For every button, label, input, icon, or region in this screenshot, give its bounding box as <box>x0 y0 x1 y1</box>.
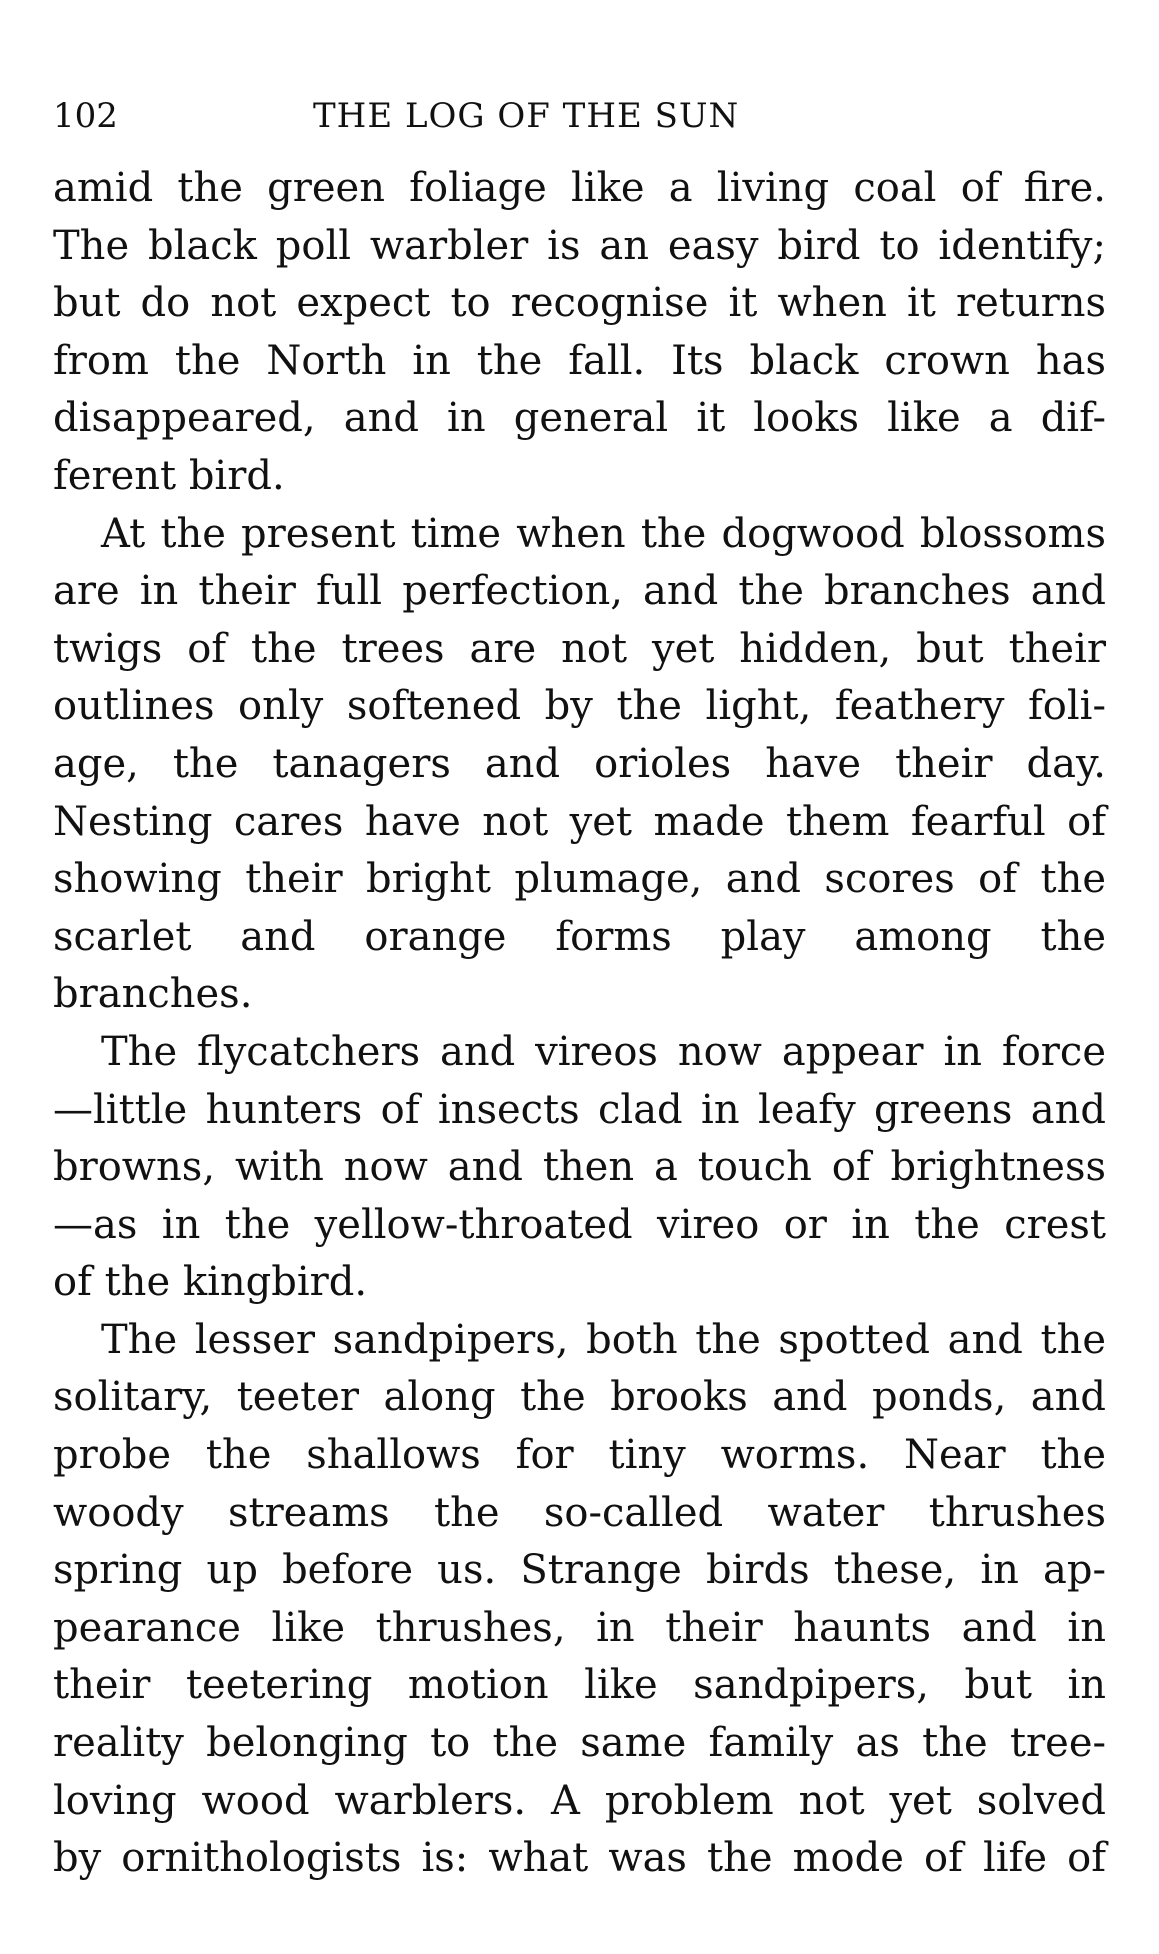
body-text <box>53 160 1106 1888</box>
text-line: The lesser sandpipers, both the spotted and the <box>101 1316 1106 1363</box>
text-line: woody streams the so-called water thrushes <box>53 1489 1106 1536</box>
text-line: showing their bright plumage, and scores of the <box>53 856 1106 903</box>
text-line: amid the green foliage like a living coal of fire. <box>53 165 1106 211</box>
running-title: THE LOG OF THE SUN <box>313 96 740 136</box>
text-line: Nesting cares have not yet made them fearful of <box>53 798 1106 845</box>
text-line: solitary, teeter along the brooks and ponds, and <box>53 1374 1106 1421</box>
text-line: probe the shallows for tiny worms. Near the <box>53 1432 1106 1479</box>
paragraph <box>53 1312 1106 1888</box>
text-line: twigs of the trees are not yet hidden, but their <box>53 625 1106 672</box>
text-line: spring up before us. Strange birds these, in ap- <box>53 1547 1106 1594</box>
text-line: pearance like thrushes, in their haunts and in <box>53 1604 1106 1651</box>
text-line: from the North in the fall. Its black crown has <box>53 337 1106 384</box>
text-line: by ornithologists is: what was the mode of life of <box>53 1835 1106 1882</box>
text-line: scarlet and orange forms play among the <box>53 913 1106 960</box>
text-line: The flycatchers and vireos now appear in force <box>101 1028 1106 1075</box>
page-number: 102 <box>53 96 118 136</box>
text-line: of the kingbird. <box>53 1259 368 1306</box>
page-header <box>53 92 1098 140</box>
text-line: At the present time when the dogwood blossoms <box>101 510 1106 557</box>
text-line: The black poll warbler is an easy bird to identify; <box>53 222 1106 269</box>
paragraph <box>53 506 1106 1024</box>
text-line: their teetering motion like sandpipers, but in <box>53 1662 1106 1709</box>
text-line: outlines only softened by the light, feathery foli- <box>53 683 1106 730</box>
text-line: but do not expect to recognise it when it returns <box>53 280 1106 327</box>
text-line: —as in the yellow-throated vireo or in the crest <box>53 1201 1106 1248</box>
text-line: loving wood warblers. A problem not yet solved <box>53 1777 1106 1824</box>
text-line: age, the tanagers and orioles have their day. <box>53 740 1106 787</box>
text-line: are in their full perfection, and the branches and <box>53 568 1106 615</box>
text-line: —little hunters of insects clad in leafy greens and <box>53 1086 1106 1133</box>
text-line: browns, with now and then a touch of brightness <box>53 1144 1106 1191</box>
paragraph <box>53 160 1106 506</box>
paragraph <box>53 1024 1106 1312</box>
text-line: branches. <box>53 971 253 1018</box>
text-line: reality belonging to the same family as the tree- <box>53 1720 1106 1767</box>
text-line: ferent bird. <box>53 452 285 499</box>
text-line: disappeared, and in general it looks like a dif- <box>53 395 1106 442</box>
